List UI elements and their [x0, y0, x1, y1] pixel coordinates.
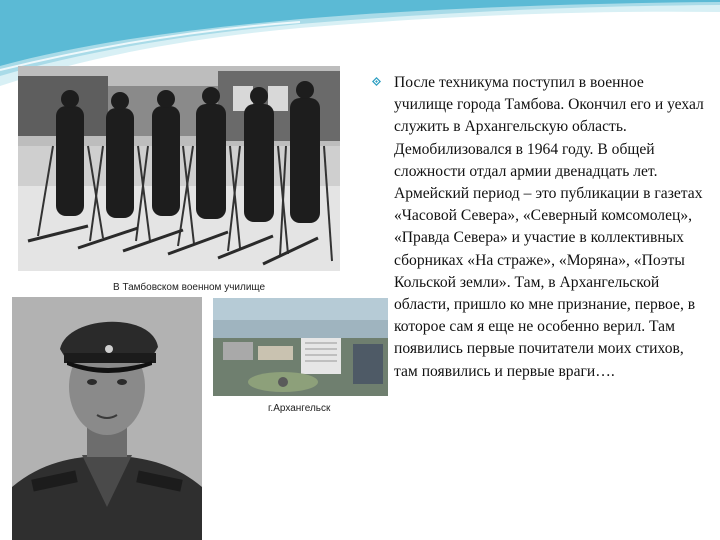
- bullet-paragraph: [386, 72, 706, 383]
- body-text: После техникума поступил в военное училище города Тамбова. Окончил его и уехал служить в Архангельскую область. Демобилизовался в 1964 году. В общей сложности отдал армии двенадцать лет. Армейский период – это публикации в газетах «Часовой Севера», «Северный комсомолец», «Правда Севера» и участие в коллективных сборниках «На страже», «Моряна», «Поэты Кольской земли». Там, в Архангельской области, пришло ко мне признание, первое, в которое сам я еще не особенно верил. Там появились первые почитатели моих стихов, там появились и первые враги….: [394, 74, 704, 380]
- city-photo: [213, 298, 388, 396]
- bullet-icon: [372, 77, 381, 86]
- skiers-photo: [18, 66, 340, 271]
- city-caption: г.Архангельск: [268, 403, 331, 414]
- portrait-photo: [12, 297, 202, 540]
- skiers-caption: В Тамбовском военном училище: [113, 282, 266, 293]
